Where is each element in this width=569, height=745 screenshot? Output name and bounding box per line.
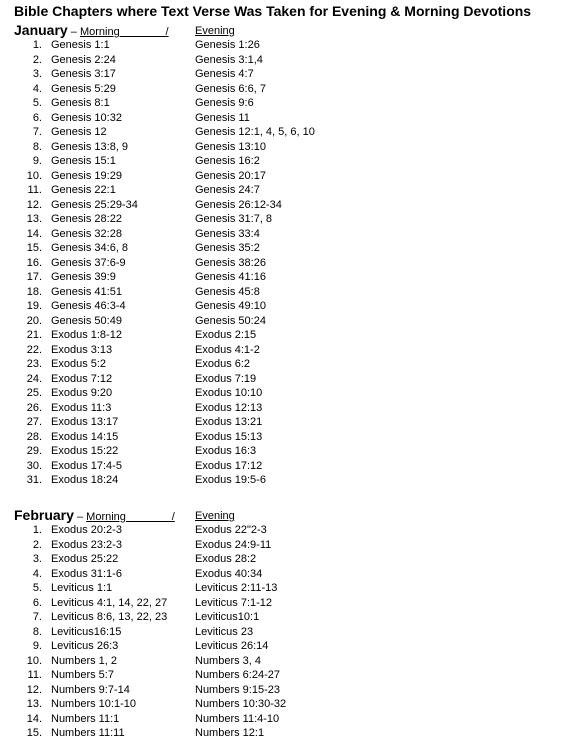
evening-reference: Genesis 41:16: [195, 271, 266, 283]
morning-reference: Genesis 41:51: [51, 285, 122, 298]
evening-reference: Numbers 10:30-32: [195, 698, 287, 710]
list-item: [0, 343, 569, 358]
evening-reference: Genesis 3:1,4: [195, 53, 263, 66]
morning-reference: Numbers 10:1-10: [51, 698, 136, 710]
morning-reference: Exodus 23:2-3: [51, 538, 122, 551]
evening-reference: Exodus 7:19: [195, 372, 257, 385]
list-item: [0, 169, 569, 184]
evening-reference: Exodus 28:2: [195, 553, 257, 565]
evening-reference: Genesis 24:7: [195, 184, 260, 196]
item-number: 14.: [26, 227, 42, 240]
evening-reference: Exodus 19:5-6: [195, 474, 266, 486]
list-item: [0, 285, 569, 300]
item-number: 8.: [32, 625, 42, 638]
list-item: [0, 256, 569, 271]
item-number: 13.: [26, 698, 42, 710]
list-item: [0, 401, 569, 416]
list-item: [0, 654, 569, 669]
column-slash: /: [171, 511, 175, 523]
evening-reference: Exodus 15:13: [195, 430, 263, 443]
item-number: 14.: [26, 712, 42, 725]
morning-reference: Exodus 9:20: [51, 387, 113, 399]
evening-reference: Exodus 13:21: [195, 416, 263, 428]
morning-reference: Genesis 39:9: [51, 271, 116, 283]
evening-reference: Numbers 6:24-27: [195, 669, 280, 681]
evening-column-header: Evening: [195, 25, 235, 37]
item-number: 4.: [32, 82, 42, 95]
morning-reference: Exodus 14:15: [51, 430, 119, 443]
month-name: February: [14, 507, 74, 523]
list-item: [0, 697, 569, 712]
evening-reference: Exodus 6:2: [195, 358, 251, 370]
list-item: [0, 314, 569, 329]
morning-reference: Exodus 11:3: [51, 401, 112, 414]
item-number: 1.: [32, 524, 42, 536]
item-number: 9.: [32, 155, 42, 167]
item-number: 10.: [26, 169, 42, 182]
list-item: [0, 567, 569, 582]
evening-reference: Genesis 6:6, 7: [195, 82, 266, 95]
list-item: [0, 459, 569, 474]
list-item: [0, 596, 569, 611]
list-item: [0, 538, 569, 553]
morning-reference: Exodus 31:1-6: [51, 567, 122, 580]
morning-reference: Exodus 20:2-3: [51, 524, 122, 536]
item-number: 9.: [32, 640, 42, 652]
morning-reference: Leviticus 4:1, 14, 22, 27: [51, 596, 168, 609]
list-item: [0, 241, 569, 256]
morning-column-header: Morning /: [79, 26, 169, 38]
list-item: [0, 444, 569, 459]
devotion-list: [0, 38, 569, 488]
morning-reference: Genesis 5:29: [51, 82, 116, 95]
list-item: [0, 430, 569, 445]
list-item: [0, 683, 569, 698]
item-number: 7.: [32, 611, 42, 623]
list-item: [0, 415, 569, 430]
item-number: 27.: [26, 416, 42, 428]
evening-reference: Exodus 22"2-3: [195, 524, 267, 536]
list-item: [0, 96, 569, 111]
evening-reference: Numbers 3, 4: [195, 654, 262, 667]
evening-reference: Genesis 9:6: [195, 97, 254, 109]
item-number: 6.: [32, 111, 42, 124]
morning-reference: Genesis 15:1: [51, 155, 116, 167]
item-number: 3.: [32, 68, 42, 80]
item-number: 20.: [26, 314, 42, 327]
morning-column-header: Morning /: [86, 511, 175, 523]
item-number: 3.: [32, 553, 42, 565]
morning-reference: Exodus 18:24: [51, 474, 119, 486]
morning-reference: Genesis 1:1: [51, 39, 110, 51]
list-item: [0, 154, 569, 169]
item-number: 2.: [32, 53, 42, 66]
evening-reference: Numbers 9:15-23: [195, 683, 280, 696]
list-item: [0, 111, 569, 126]
list-item: [0, 125, 569, 140]
list-item: [0, 212, 569, 227]
item-number: 8.: [32, 140, 42, 153]
list-item: [0, 610, 569, 625]
evening-column-header: Evening: [195, 510, 235, 522]
item-number: 11.: [27, 669, 42, 681]
morning-reference: Exodus 5:2: [51, 358, 107, 370]
item-number: 12.: [26, 198, 42, 211]
list-item: [0, 357, 569, 372]
item-number: 10.: [26, 654, 42, 667]
morning-reference: Leviticus 1:1: [51, 582, 113, 594]
month-header: [14, 507, 175, 523]
list-item: [0, 668, 569, 683]
evening-reference: Exodus 4:1-2: [195, 343, 260, 356]
morning-reference: Numbers 1, 2: [51, 654, 118, 667]
list-item: [0, 523, 569, 538]
header-separator: –: [76, 511, 84, 523]
item-number: 21.: [26, 329, 42, 341]
item-number: 12.: [26, 683, 42, 696]
item-number: 7.: [32, 126, 42, 138]
morning-reference: Exodus 3:13: [51, 343, 113, 356]
evening-reference: Genesis 16:2: [195, 155, 260, 167]
item-number: 15.: [26, 727, 42, 739]
evening-reference: Genesis 1:26: [195, 39, 260, 51]
list-item: [0, 473, 569, 488]
evening-reference: Genesis 4:7: [195, 68, 254, 80]
list-item: [0, 38, 569, 53]
item-number: 16.: [26, 256, 42, 269]
item-number: 1.: [32, 39, 42, 51]
list-item: [0, 227, 569, 242]
morning-reference: Numbers 5:7: [51, 669, 114, 681]
morning-reference: Genesis 25:29-34: [51, 198, 138, 211]
evening-reference: Leviticus 2:11-13: [195, 582, 278, 594]
morning-reference: Numbers 9:7-14: [51, 683, 130, 696]
evening-reference: Genesis 31:7, 8: [195, 213, 273, 225]
page-title: Bible Chapters where Text Verse Was Taken for Evening & Morning Devotions: [14, 3, 532, 19]
evening-reference: Genesis 13:10: [195, 140, 266, 153]
item-number: 6.: [32, 596, 42, 609]
item-number: 28.: [26, 430, 42, 443]
evening-reference: Exodus 16:3: [195, 445, 257, 457]
morning-reference: Exodus 17:4-5: [51, 459, 122, 472]
item-number: 22.: [26, 343, 42, 356]
evening-reference: Exodus 10:10: [195, 387, 263, 399]
evening-reference: Exodus 17:12: [195, 459, 263, 472]
item-number: 29.: [26, 445, 42, 457]
evening-reference: Exodus 12:13: [195, 401, 263, 414]
morning-reference: Leviticus 26:3: [51, 640, 119, 652]
item-number: 25.: [26, 387, 42, 399]
evening-reference: Numbers 12:1: [195, 727, 265, 739]
item-number: 4.: [32, 567, 42, 580]
morning-reference: Leviticus16:15: [51, 625, 122, 638]
list-item: [0, 67, 569, 82]
evening-reference: Genesis 35:2: [195, 242, 260, 254]
evening-reference: Exodus 2:15: [195, 329, 257, 341]
evening-reference: Exodus 40:34: [195, 567, 263, 580]
item-number: 26.: [26, 401, 42, 414]
item-number: 19.: [26, 300, 42, 312]
morning-reference: Leviticus 8:6, 13, 22, 23: [51, 611, 168, 623]
evening-reference: Genesis 20:17: [195, 169, 266, 182]
item-number: 23.: [26, 358, 42, 370]
evening-reference: Genesis 49:10: [195, 300, 266, 312]
item-number: 24.: [26, 372, 42, 385]
evening-reference: Genesis 33:4: [195, 227, 260, 240]
list-item: [0, 270, 569, 285]
evening-reference: Leviticus10:1: [195, 611, 260, 623]
morning-reference: Genesis 12: [51, 126, 107, 138]
morning-reference: Genesis 2:24: [51, 53, 116, 66]
item-number: 13.: [26, 213, 42, 225]
morning-reference: Exodus 1:8-12: [51, 329, 122, 341]
list-item: [0, 625, 569, 640]
list-item: [0, 183, 569, 198]
list-item: [0, 140, 569, 155]
item-number: 2.: [32, 538, 42, 551]
morning-reference: Genesis 19:29: [51, 169, 122, 182]
evening-reference: Genesis 50:24: [195, 314, 266, 327]
morning-reference: Genesis 34:6, 8: [51, 242, 129, 254]
list-item: [0, 198, 569, 213]
evening-reference: Genesis 38:26: [195, 256, 266, 269]
morning-reference: Genesis 46:3-4: [51, 300, 126, 312]
item-number: 15.: [26, 242, 42, 254]
header-separator: –: [70, 26, 77, 38]
item-number: 18.: [26, 285, 42, 298]
morning-reference: Exodus 7:12: [51, 372, 113, 385]
item-number: 30.: [26, 459, 42, 472]
evening-reference: Genesis 11: [195, 111, 250, 124]
devotion-list: [0, 523, 569, 741]
morning-reference: Numbers 11:1: [51, 712, 120, 725]
list-item: [0, 581, 569, 596]
morning-reference: Genesis 37:6-9: [51, 256, 126, 269]
morning-reference: Genesis 28:22: [51, 213, 122, 225]
list-item: [0, 372, 569, 387]
month-header: [14, 22, 169, 38]
list-item: [0, 53, 569, 68]
list-item: [0, 639, 569, 654]
evening-reference: Leviticus 7:1-12: [195, 596, 273, 609]
list-item: [0, 712, 569, 727]
morning-reference: Genesis 3:17: [51, 68, 116, 80]
month-name: January: [14, 22, 68, 38]
list-item: [0, 552, 569, 567]
morning-reference: Exodus 13:17: [51, 416, 119, 428]
list-item: [0, 328, 569, 343]
list-item: [0, 82, 569, 97]
evening-reference: Exodus 24:9-11: [195, 538, 272, 551]
morning-reference: Genesis 10:32: [51, 111, 122, 124]
evening-reference: Leviticus 23: [195, 625, 254, 638]
evening-reference: Leviticus 26:14: [195, 640, 269, 652]
morning-reference: Genesis 13:8, 9: [51, 140, 129, 153]
evening-reference: Numbers 11:4-10: [195, 712, 280, 725]
list-item: [0, 386, 569, 401]
item-number: 5.: [32, 582, 42, 594]
item-number: 31.: [26, 474, 42, 486]
column-slash: /: [165, 26, 169, 38]
item-number: 5.: [32, 97, 42, 109]
morning-reference: Numbers 11:11: [51, 727, 125, 739]
evening-reference: Genesis 12:1, 4, 5, 6, 10: [195, 126, 315, 138]
item-number: 11.: [27, 184, 42, 196]
morning-reference: Genesis 22:1: [51, 184, 116, 196]
morning-reference: Exodus 25:22: [51, 553, 119, 565]
evening-reference: Genesis 45:8: [195, 285, 260, 298]
morning-reference: Genesis 50:49: [51, 314, 122, 327]
morning-reference: Genesis 8:1: [51, 97, 110, 109]
evening-reference: Genesis 26:12-34: [195, 198, 282, 211]
item-number: 17.: [26, 271, 42, 283]
morning-reference: Exodus 15:22: [51, 445, 119, 457]
morning-reference: Genesis 32:28: [51, 227, 122, 240]
list-item: [0, 726, 569, 741]
list-item: [0, 299, 569, 314]
